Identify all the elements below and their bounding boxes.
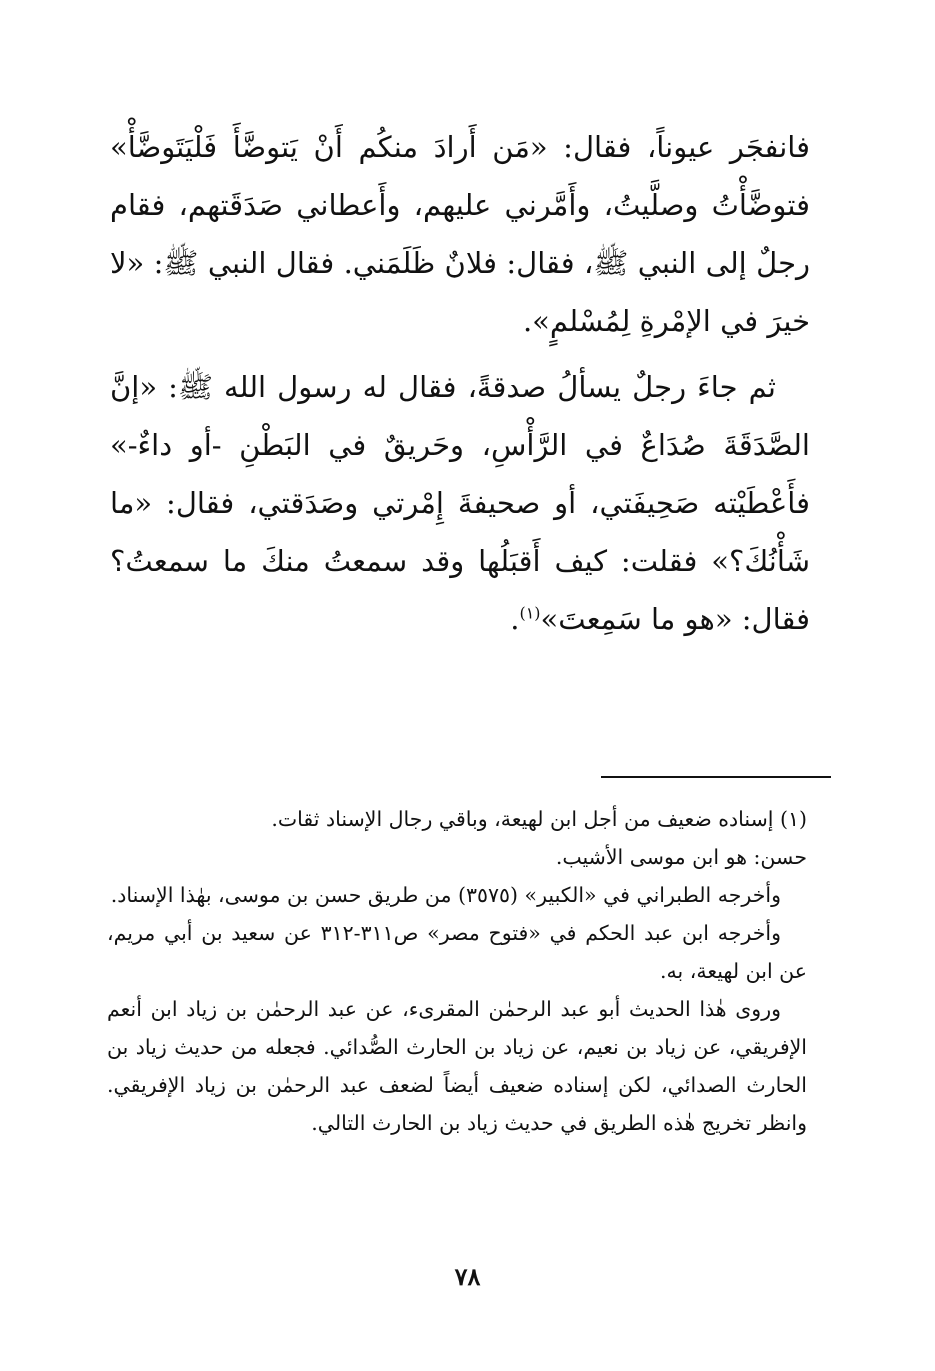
footnotes <box>107 800 807 1142</box>
footnote-line-3: وأخرجه الطبراني في «الكبير» (٣٥٧٥) من طريق حسن بن موسى، بهٰذا الإسناد. <box>110 883 781 907</box>
paragraph-1: فانفجَر عيوناً، فقال: «مَن أَرادَ منكُم أَنْ يَتوضَّأَ فَلْيَتَوضَّأْ» فتوضَّأْتُ وصلَّيتُ، وأَمَّرني عليهم، وأَعطاني صَدَقَتهم، فقام رجلٌ إلى النبي ﷺ، فقال: فلانٌ ظَلَمَني. فقال النبي ﷺ: «لا خيرَ في الإمْرةِ لِمُسْلمٍ». <box>110 130 810 338</box>
paragraph-2-end: . <box>510 602 520 636</box>
paragraph-2-text: ثم جاءَ رجلٌ يسألُ صدقةً، فقال له رسول الله ﷺ: «إنَّ الصَّدَقَةَ صُدَاعٌ في الرَّأْسِ، وحَريقٌ في البَطْنِ -أو داءٌ-» فأَعْطَيْته صَحِيفَتي، أو صحيفةَ إِمْرتي وصَدَقتي، فقال: «ما شَأْنُكَ؟» فقلت: كيف أَقبَلُها وقد سمعتُ منكَ ما سمعتُ؟ فقال: «هو ما سَمِعتَ» <box>110 370 810 636</box>
footnote-line-4: وأخرجه ابن عبد الحكم في «فتوح مصر» ص٣١١-٣١٢ عن سعيد بن أبي مريم، عن ابن لهيعة، به. <box>107 921 807 983</box>
page-number: ٧٨ <box>454 1262 481 1291</box>
paragraph-2 <box>110 358 810 648</box>
footnote-1: (١) إسناده ضعيف من أجل ابن لهيعة، وباقي رجال الإسناد ثقات. <box>271 807 807 831</box>
footnote-reference: (١) <box>519 603 541 623</box>
footnote-line-2: حسن: هو ابن موسى الأشيب. <box>555 845 807 869</box>
main-text <box>110 118 810 648</box>
footnote-line-5: وروى هٰذا الحديث أبو عبد الرحمٰن المقرىء، عن عبد الرحمٰن بن زياد ابن أنعم الإفريقي، عن زياد بن نعيم، عن زياد بن الحارث الصُّدائي. فجعله من حديث زياد بن الحارث الصدائي، لكن إسناده ضعيف أيضاً لضعف عبد الرحمٰن بن زياد الإفريقي. وانظر تخريج هٰذه الطريق في حديث زياد بن الحارث التالي. <box>107 997 807 1135</box>
footnote-separator <box>601 776 831 778</box>
